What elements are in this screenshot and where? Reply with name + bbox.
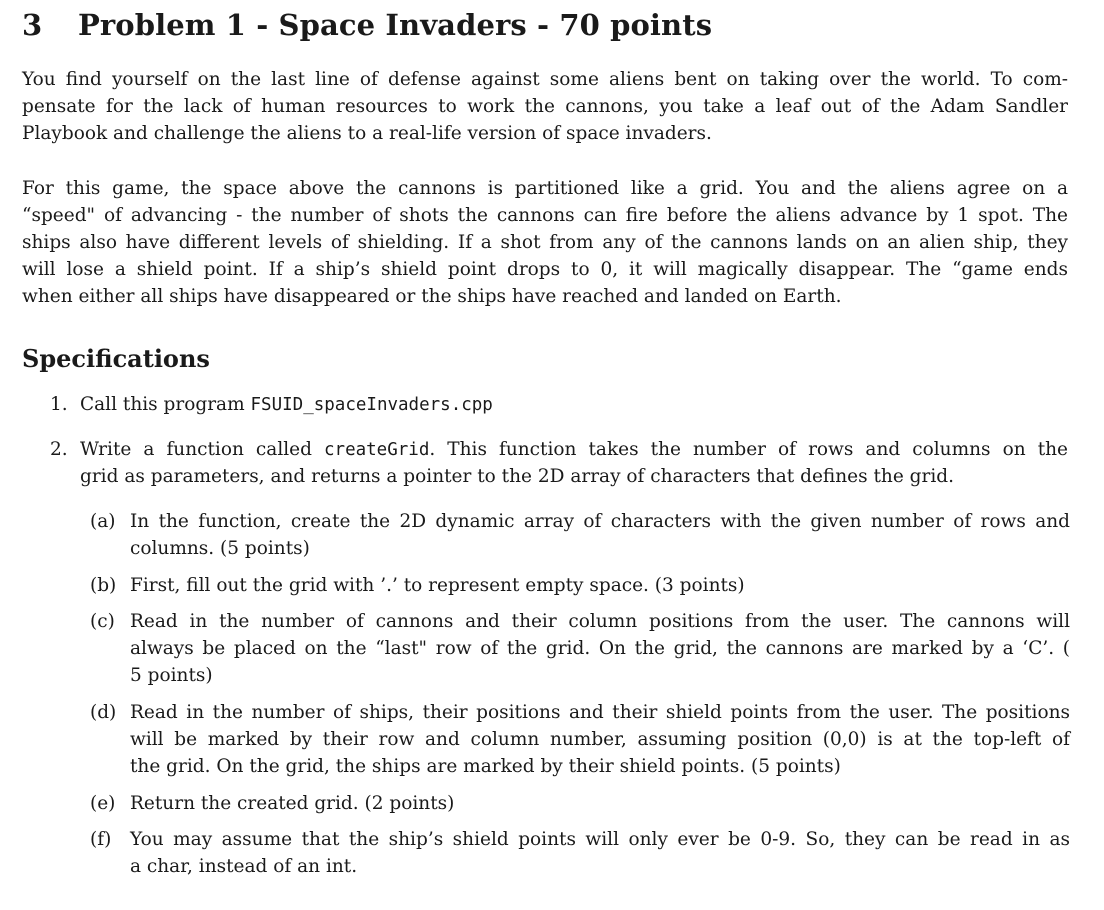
program-filename: FSUID_spaceInvaders.cpp xyxy=(250,395,493,415)
subitem-label: (c) xyxy=(90,611,115,632)
item-2-line-2: grid as parameters, and returns a pointer to the 2D array of characters that defines the grid. xyxy=(80,466,954,487)
intro-line: You find yourself on the last line of defense against some aliens bent on taking over the world. To com- xyxy=(22,69,1068,90)
item-text xyxy=(80,391,493,419)
subitem-line: In the function, create the 2D dynamic array of characters with the given number of rows and xyxy=(130,511,1070,532)
item-number: 2. xyxy=(50,439,68,460)
intro-paragraph xyxy=(22,66,1068,147)
intro-line: Playbook and challenge the aliens to a real-life version of space invaders. xyxy=(22,123,712,144)
rules-line: “speed" of advancing - the number of shots the cannons can fire before the aliens advance by 1 spot. The xyxy=(22,205,1068,226)
subitem-line: always be placed on the “last" row of the grid. On the grid, the cannons are marked by a ‘C’. ( xyxy=(130,638,1070,659)
document-page xyxy=(22,0,1070,877)
subitem-line: First, fill out the grid with ’.’ to represent empty space. (3 points) xyxy=(130,575,745,596)
rules-line: ships also have different levels of shielding. If a shot from any of the cannons lands on an alien ship, they xyxy=(22,232,1068,253)
subitem-label: (f) xyxy=(90,829,112,850)
item-2-post: . This function takes the number of rows and columns on the xyxy=(429,439,1068,460)
subitem-line: a char, instead of an int. xyxy=(130,856,358,877)
section-heading xyxy=(22,8,1068,52)
subitem-label: (e) xyxy=(90,793,116,814)
subitem-label: (d) xyxy=(90,702,117,723)
subitem-line: columns. (5 points) xyxy=(130,538,310,559)
subitem-line: will be marked by their row and column number, assuming position (0,0) is at the top-left of xyxy=(130,729,1070,750)
rules-line: when either all ships have disappeared or the ships have reached and landed on Earth. xyxy=(22,286,842,307)
subitem-line: 5 points) xyxy=(130,665,213,686)
item-2-line-1 xyxy=(80,436,1068,464)
rules-line: will lose a shield point. If a ship’s shield point drops to 0, it will magically disappear. The “game ends xyxy=(22,259,1068,280)
subitem-line: You may assume that the ship’s shield points will only ever be 0-9. So, they can be read in as xyxy=(130,829,1070,850)
subitem-line: Read in the number of ships, their positions and their shield points from the user. The positions xyxy=(130,702,1070,723)
item-1-text: Call this program xyxy=(80,394,251,415)
section-title: Problem 1 - Space Invaders - 70 points xyxy=(78,8,713,42)
function-name: createGrid xyxy=(324,440,430,460)
intro-line: pensate for the lack of human resources to work the cannons, you take a leaf out of the Adam Sandler xyxy=(22,96,1068,117)
subitem-label: (a) xyxy=(90,511,116,532)
subitem-line: Read in the number of cannons and their column positions from the user. The cannons will xyxy=(130,611,1070,632)
specifications-heading: Specifications xyxy=(22,344,210,373)
subitem-line: the grid. On the grid, the ships are marked by their shield points. (5 points) xyxy=(130,756,841,777)
rules-line: For this game, the space above the cannons is partitioned like a grid. You and the aliens agree on a xyxy=(22,178,1068,199)
subitem-line: Return the created grid. (2 points) xyxy=(130,793,455,814)
item-number: 1. xyxy=(50,394,68,415)
item-2-pre: Write a function called xyxy=(80,439,324,460)
section-number: 3 xyxy=(22,8,43,42)
rules-paragraph xyxy=(22,175,1068,310)
subitem-label: (b) xyxy=(90,575,117,596)
